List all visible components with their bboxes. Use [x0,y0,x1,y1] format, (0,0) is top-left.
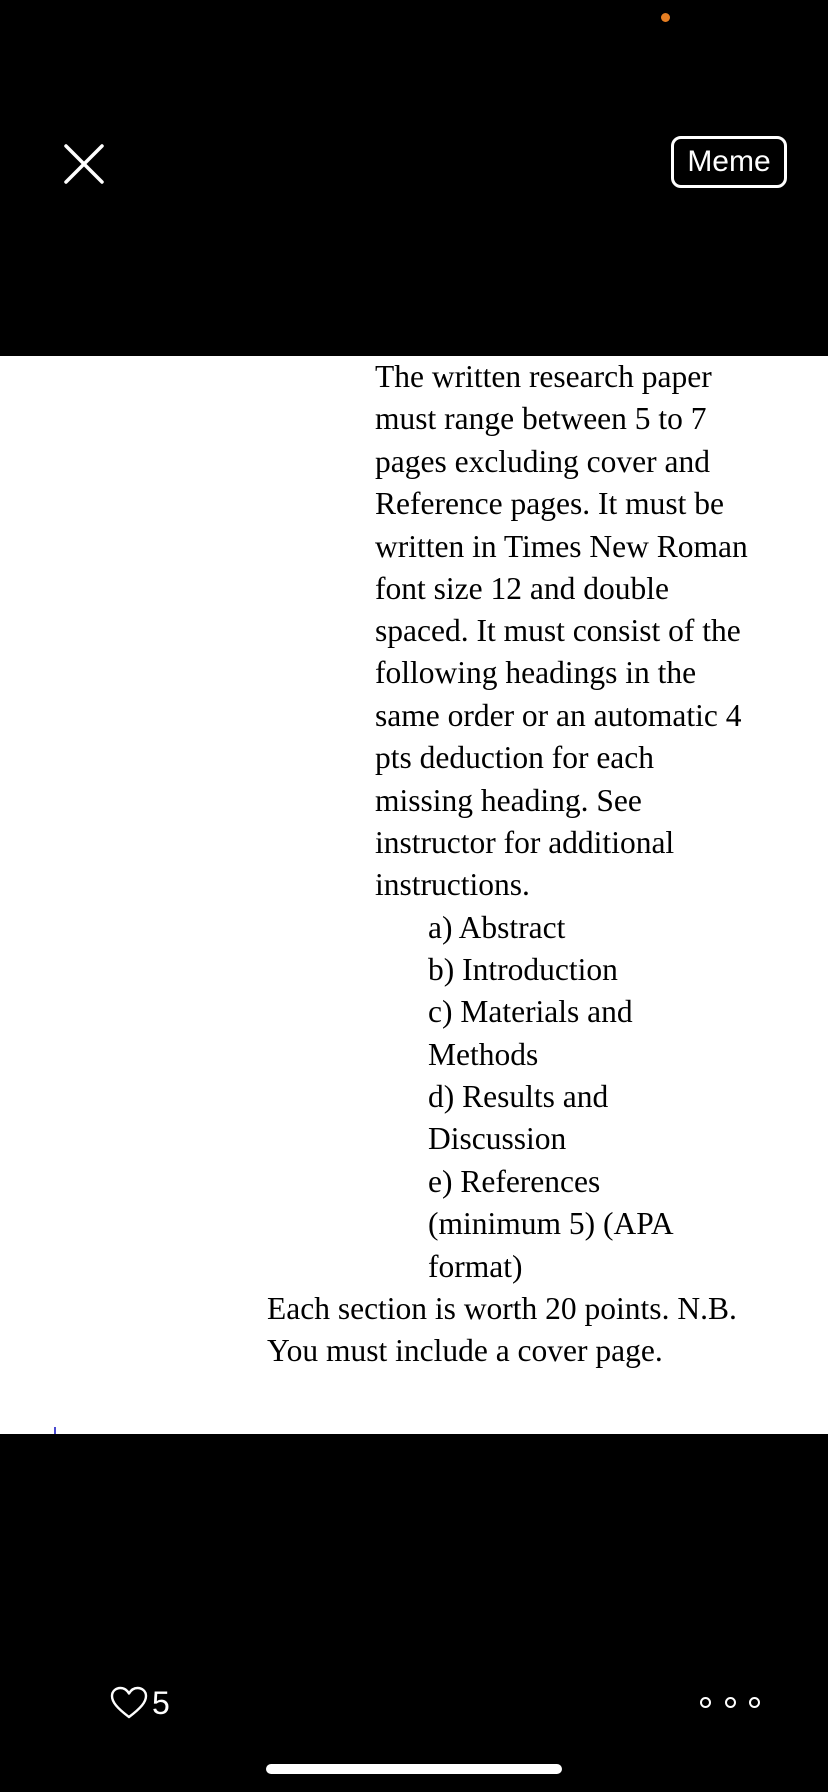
list-item: (minimum 5) (APA [428,1206,674,1241]
close-button[interactable] [62,142,106,186]
list-item: e) References [428,1164,601,1199]
paragraph-line: The written research paper [375,359,712,394]
paragraph-line: same order or an automatic 4 [375,698,742,733]
list-item: b) Introduction [428,952,618,987]
list-item: format) [428,1249,523,1284]
paragraph-line: Reference pages. It must be [375,486,724,521]
like-button[interactable] [110,1683,170,1723]
more-dot-icon [700,1697,711,1708]
list-item: a) Abstract [428,910,566,945]
paragraph-line: instructor for additional [375,825,675,860]
footer-line: Each section is worth 20 points. N.B. [267,1291,737,1326]
page-edge-mark [54,1427,56,1434]
close-icon [62,142,106,186]
paragraph-line: pts deduction for each [375,740,655,775]
list-item: c) Materials and [428,994,633,1029]
heart-icon [110,1686,148,1720]
paragraph-line: font size 12 and double [375,571,669,606]
paragraph-line: following headings in the [375,655,697,690]
list-item: Methods [428,1037,539,1072]
paragraph-line: must range between 5 to 7 [375,401,707,436]
list-item: d) Results and [428,1079,609,1114]
more-dot-icon [725,1697,736,1708]
paragraph-line: written in Times New Roman [375,529,748,564]
paragraph-line: pages excluding cover and [375,444,710,479]
footer-line: You must include a cover page. [267,1333,663,1368]
paragraph-line: missing heading. See [375,783,642,818]
status-indicator-dot [661,13,670,22]
more-options-button[interactable] [700,1693,760,1711]
list-item: Discussion [428,1121,567,1156]
document-image [0,356,828,1434]
more-dot-icon [749,1697,760,1708]
paragraph-line: instructions. [375,867,530,902]
paragraph-line: spaced. It must consist of the [375,613,741,648]
home-indicator[interactable] [266,1764,562,1774]
like-count: 5 [152,1684,170,1721]
meme-button[interactable]: Meme [671,136,787,188]
